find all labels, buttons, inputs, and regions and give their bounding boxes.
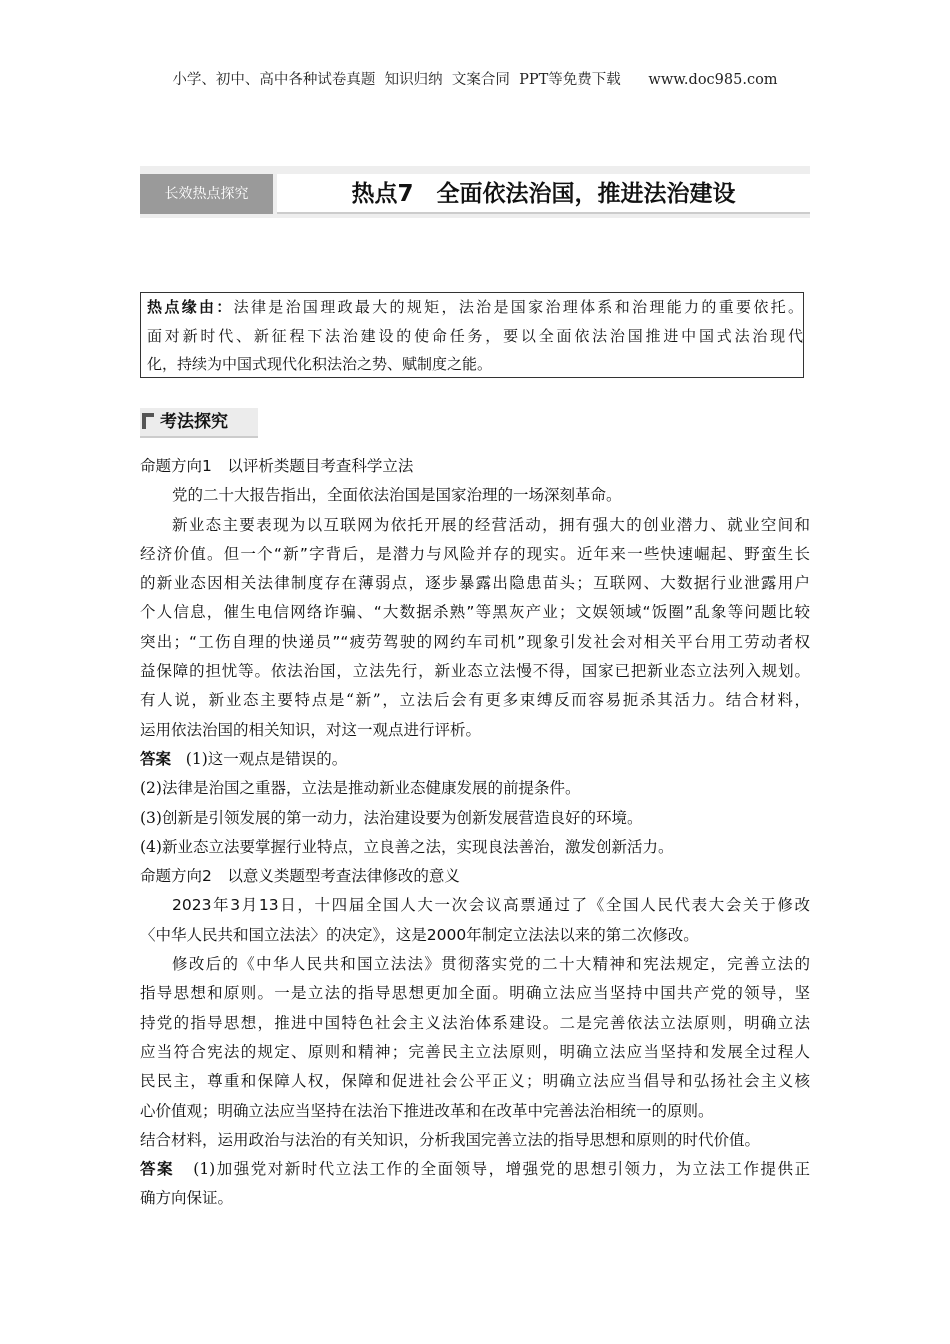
section-heading: 考法探究 xyxy=(140,408,258,438)
answer-line: 答案 (1)这一观点是错误的。 xyxy=(140,749,348,768)
direction2-heading: 命题方向2 以意义类题型考查法律修改的意义 xyxy=(140,867,460,886)
material-line: 应当符合宪法的规定、原则和精神；完善民主立法原则，明确立法应当坚持和发展全过程人 xyxy=(140,1042,810,1061)
material-line: 经济价值。但一个“新”字背后，是潜力与风险并存的现实。近年来一些快速崛起、野蛮生长 xyxy=(140,544,810,563)
material-line: 个人信息，催生电信网络诈骗、“大数据杀熟”等黑灰产业；文娱领域“饭圈”乱象等问题比较 xyxy=(140,603,810,622)
question-line: 运用依法治国的相关知识，对这一观点进行评析。 xyxy=(140,720,482,739)
reason-line: 面对新时代、新征程下法治建设的使命任务，要以全面依法治国推进中国式法治现代 xyxy=(147,326,803,345)
section-tag: 长效热点探究 xyxy=(140,174,273,214)
reason-label: 热点缘由： xyxy=(147,298,234,316)
answer-line: 确方向保证。 xyxy=(140,1189,234,1208)
material-line: 新业态主要表现为以互联网为依托开展的经营活动，拥有强大的创业潜力、就业空间和 xyxy=(172,515,810,534)
answer-label: 答案 xyxy=(140,1160,174,1179)
answer-line: (4)新业态立法要掌握行业特点，立良善之法，实现良法善治，激发创新活力。 xyxy=(140,837,674,856)
reason-line: 化，持续为中国式现代化积法治之势、赋制度之能。 xyxy=(147,355,493,373)
material-line: 的新业态因相关法律制度存在薄弱点，逐步暴露出隐患苗头；互联网、大数据行业泄露用户 xyxy=(140,574,810,593)
question-line: 结合材料，运用政治与法治的有关知识，分析我国完善立法的指导思想和原则的时代价值。 xyxy=(140,1130,761,1149)
direction1-heading: 命题方向1 以评析类题目考查科学立法 xyxy=(140,457,414,475)
answer-line: (2)法律是治国之重器，立法是推动新业态健康发展的前提条件。 xyxy=(140,779,581,798)
material-line: 指导思想和原则。一是立法的指导思想更加全面。明确立法应当坚持中国共产党的领导，坚 xyxy=(140,984,810,1003)
material-line: 突出；“工伤自理的快递员”“疲劳驾驶的网约车司机”现象引发社会对相关平台用工劳动者权 xyxy=(140,632,810,651)
answer-line: (3)创新是引领发展的第一动力，法治建设要为创新发展营造良好的环境。 xyxy=(140,808,643,827)
answer-label: 答案 xyxy=(140,749,172,768)
material-line: 〈中华人民共和国立法法〉的决定》，这是2000年制定立法法以来的第二次修改。 xyxy=(140,925,699,944)
page-title: 热点7 全面依法治国，推进法治建设 xyxy=(277,174,810,214)
answer-line: 答案 (1)加强党对新时代立法工作的全面领导，增强党的思想引领力，为立法工作提供正 xyxy=(140,1160,810,1179)
material-line: 持党的指导思想，推进中国特色社会主义法治体系建设。二是完善依法立法原则，明确立法 xyxy=(140,1013,810,1032)
material-line: 民民主，尊重和保障人权，保障和促进社会公平正义；明确立法应当倡导和弘扬社会主义核 xyxy=(140,1072,810,1091)
material-line: 益保障的担忧等。依法治国，立法先行，新业态立法慢不得，国家已把新业态立法列入规划。 xyxy=(140,662,810,681)
material-line: 党的二十大报告指出，全面依法治国是国家治理的一场深刻革命。 xyxy=(172,486,622,505)
header-banner: 小学、初中、高中各种试卷真题 知识归纳 文案合同 PPT等免费下载 www.doc985.com xyxy=(172,72,778,88)
hotspot-reason-box xyxy=(140,292,804,378)
content-body xyxy=(140,452,810,1214)
material-line: 修改后的《中华人民共和国立法法》贯彻落实党的二十大精神和宪法规定，完善立法的 xyxy=(172,955,810,974)
heading-marker-icon xyxy=(142,413,154,429)
material-line: 2023年3月13日，十四届全国人大一次会议高票通过了《全国人民代表大会关于修改 xyxy=(172,896,810,915)
title-bar xyxy=(140,166,810,218)
reason-line: 热点缘由：法律是治国理政最大的规矩，法治是国家治理体系和治理能力的重要依托。 xyxy=(147,298,803,316)
material-line: 心价值观；明确立法应当坚持在法治下推进改革和在改革中完善法治相统一的原则。 xyxy=(140,1101,714,1120)
question-line: 有人说，新业态主要特点是“新”，立法后会有更多束缚反而容易扼杀其活力。结合材料， xyxy=(140,691,810,710)
